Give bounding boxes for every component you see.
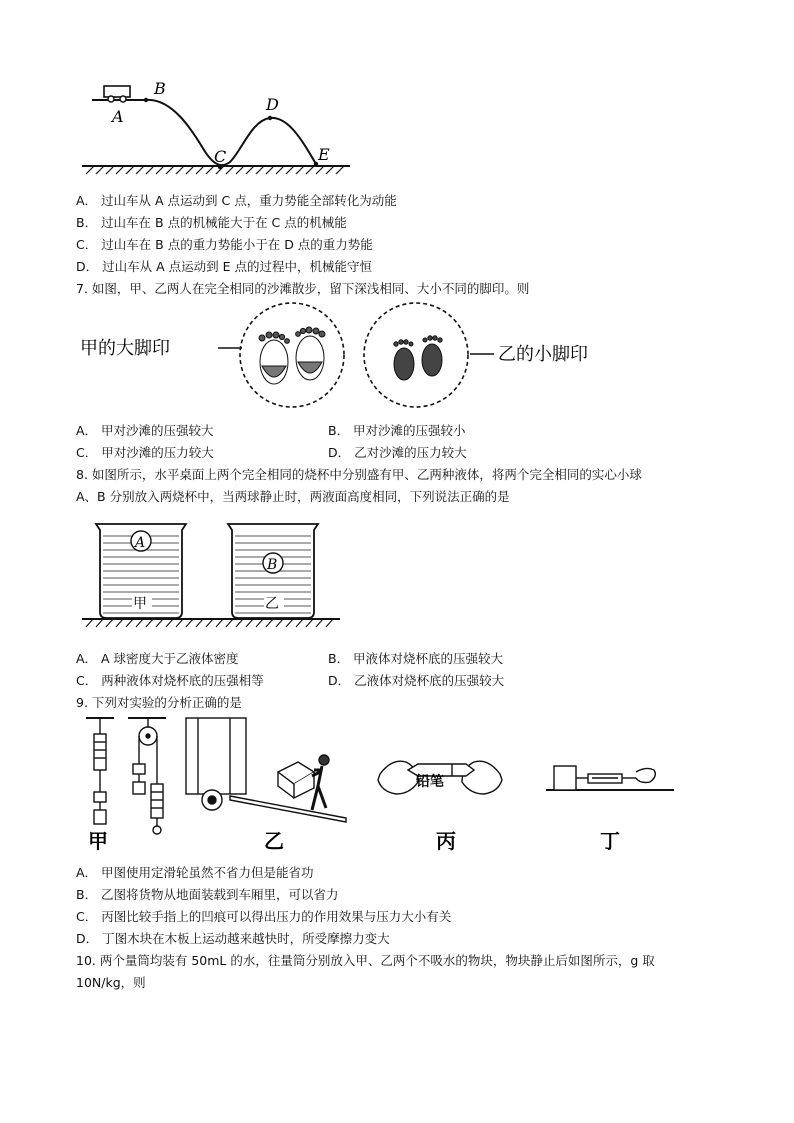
label-d: D: [266, 95, 279, 114]
liquid-1-label: 甲: [133, 596, 147, 612]
experiments-figure: [80, 714, 680, 860]
q9-option-b: B． 乙图将货物从地面装载到车厢里，可以省力: [76, 887, 339, 902]
label-b: B: [154, 79, 166, 98]
q8-option-d: D． 乙液体对烧杯底的压强较大: [328, 673, 505, 688]
pulley-setup: [86, 718, 166, 834]
q7-option-b: B． 甲对沙滩的压强较小: [328, 423, 466, 438]
label-jia: 甲: [88, 829, 108, 853]
q9-option-c: C． 丙图比较手指上的凹痕可以得出压力的作用效果与压力大小有关: [76, 909, 452, 924]
q8-stem-line1: 8. 如图所示，水平桌面上两个完全相同的烧杯中分别盛有甲、乙两种液体，将两个完全相同的实心小球: [76, 467, 642, 482]
q6-option-a: A． 过山车从 A 点运动到 C 点，重力势能全部转化为动能: [76, 193, 397, 208]
label-e: E: [318, 145, 330, 164]
truck-ramp: [186, 718, 346, 822]
q10-stem-line1: 10. 两个量筒均装有 50mL 的水，往量筒分别放入甲、乙两个不吸水的物块，物块静止后如图所示，g 取: [76, 953, 655, 968]
ball-b-label: B: [267, 557, 278, 573]
q9-option-a: A． 甲图使用定滑轮虽然不省力但是能省功: [76, 865, 314, 880]
label-c: C: [214, 147, 227, 166]
q9-option-d: D． 丁图木块在木板上运动越来越快时，所受摩擦力变大: [76, 931, 390, 946]
label-a: A: [112, 107, 124, 126]
beaker-1: [96, 524, 186, 618]
block-board: [546, 766, 674, 790]
q7-option-c: C． 甲对沙滩的压力较大: [76, 445, 214, 460]
small-footprint-label: 乙的小脚印: [498, 344, 588, 365]
q6-option-d: D． 过山车从 A 点运动到 E 点的过程中，机械能守恒: [76, 259, 372, 274]
q6-option-c: C． 过山车在 B 点的重力势能小于在 D 点的重力势能: [76, 237, 373, 252]
q10-stem-line2: 10N/kg，则: [76, 975, 146, 990]
q8-option-c: C． 两种液体对烧杯底的压强相等: [76, 673, 264, 688]
label-ding: 丁: [600, 829, 620, 853]
q6-option-b: B． 过山车在 B 点的机械能大于在 C 点的机械能: [76, 215, 347, 230]
label-bing: 丙: [436, 829, 456, 853]
big-footprint-label: 甲的大脚印: [80, 338, 170, 359]
footprint-figure: [80, 302, 640, 412]
q8-stem-line2: A、B 分别放入两烧杯中，当两球静止时，两液面高度相同，下列说法正确的是: [76, 489, 510, 504]
beaker-2: [228, 524, 318, 618]
pencil-label: 铅笔: [416, 774, 444, 790]
q8-option-a: A． A 球密度大于乙液体密度: [76, 651, 239, 666]
roller-coaster-figure: [82, 70, 362, 182]
ball-a-label: A: [135, 535, 146, 551]
q7-option-d: D． 乙对沙滩的压力较大: [328, 445, 467, 460]
liquid-2-label: 乙: [265, 596, 279, 612]
q9-stem: 9. 下列对实验的分析正确的是: [76, 695, 242, 710]
q7-stem: 7. 如图，甲、乙两人在完全相同的沙滩散步，留下深浅相同、大小不同的脚印。则: [76, 281, 530, 296]
big-footprints-icon: [259, 327, 325, 384]
small-footprints-icon: [394, 336, 442, 380]
label-yi: 乙: [264, 829, 284, 853]
beakers-figure: [82, 516, 352, 632]
q7-option-a: A． 甲对沙滩的压强较大: [76, 423, 214, 438]
q8-option-b: B． 甲液体对烧杯底的压强较大: [328, 651, 504, 666]
